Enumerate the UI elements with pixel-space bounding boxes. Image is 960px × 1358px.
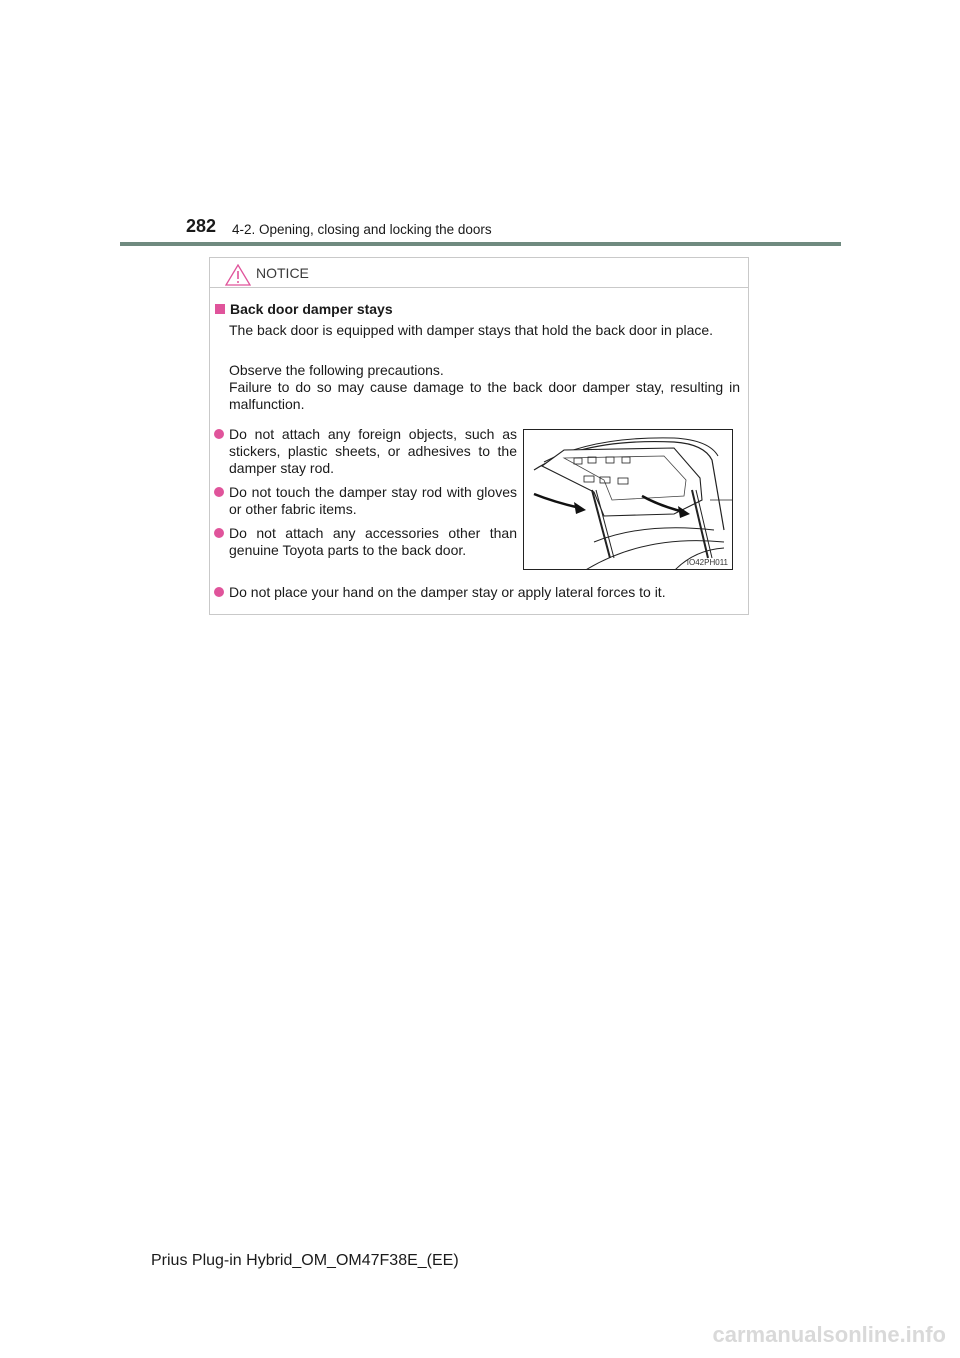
precaution-line-1: Observe the following precautions. bbox=[229, 362, 444, 378]
page-number: 282 bbox=[186, 216, 217, 236]
round-bullet-icon bbox=[214, 528, 224, 538]
list-item-text: Do not attach any foreign objects, such as stickers, plastic sheets, or adhesives to the damper stay rod. bbox=[229, 426, 517, 476]
round-bullet-icon bbox=[214, 429, 224, 439]
square-bullet-icon bbox=[215, 304, 225, 314]
notice-label: NOTICE bbox=[256, 265, 309, 281]
illustration-code: IO42PH011 bbox=[686, 558, 728, 567]
section-title: 4-2. Opening, closing and locking the doors bbox=[232, 222, 492, 237]
document-footer: Prius Plug-in Hybrid_OM_OM47F38E_(EE) bbox=[151, 1252, 459, 1269]
intro-paragraph: The back door is equipped with damper stays that hold the back door in place. bbox=[229, 322, 714, 338]
open-back-door-drawing bbox=[524, 430, 733, 570]
list-item-text: Do not place your hand on the damper stay or apply lateral forces to it. bbox=[229, 584, 666, 600]
watermark: carmanualsonline.info bbox=[712, 1322, 946, 1347]
notice-header bbox=[210, 258, 748, 288]
warning-triangle-icon bbox=[225, 264, 251, 286]
round-bullet-icon bbox=[214, 587, 224, 597]
notice-box bbox=[209, 257, 749, 615]
header-rule bbox=[120, 242, 841, 246]
list-item-text: Do not attach any accessories other than genuine Toyota parts to the back door. bbox=[229, 525, 517, 558]
subheading: Back door damper stays bbox=[230, 301, 393, 317]
damper-stay-illustration bbox=[523, 429, 733, 570]
round-bullet-icon bbox=[214, 487, 224, 497]
list-item-text: Do not touch the damper stay rod with gloves or other fabric items. bbox=[229, 484, 517, 517]
precaution-line-2: Failure to do so may cause damage to the back door damper stay, resulting in malfunction. bbox=[229, 379, 740, 412]
precaution-paragraph bbox=[229, 362, 740, 413]
